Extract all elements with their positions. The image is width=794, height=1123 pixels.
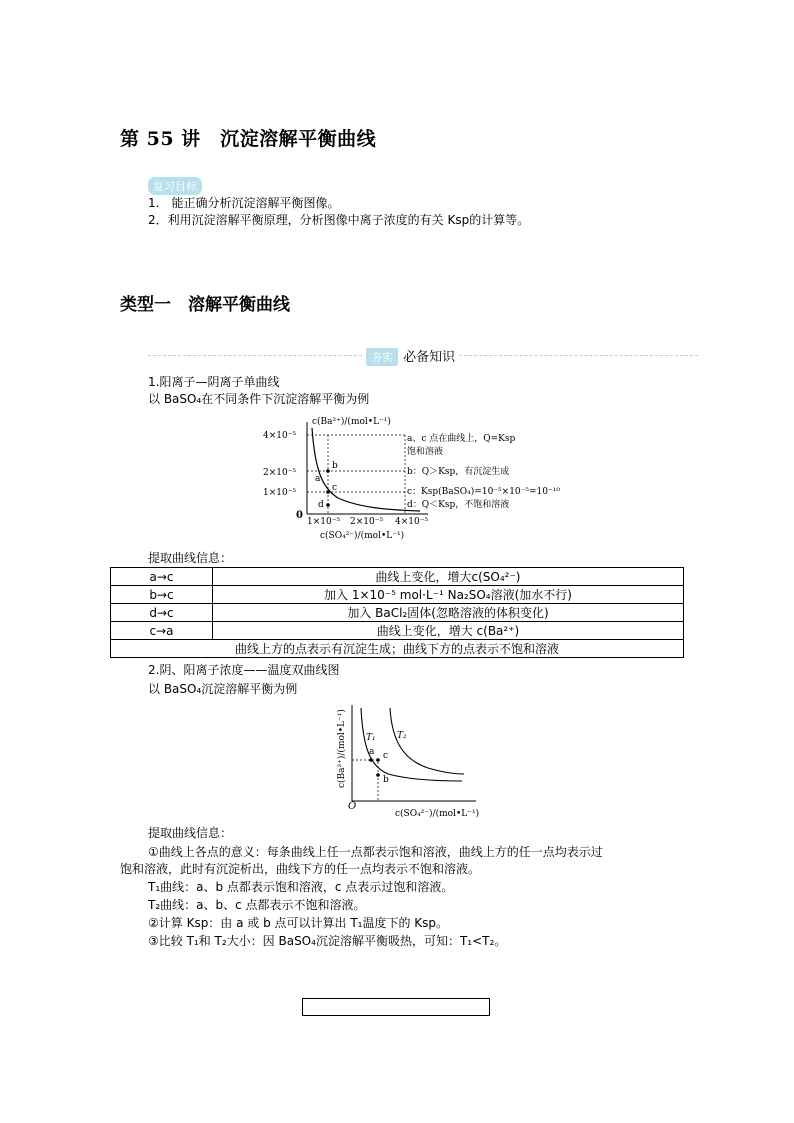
chart1-xtick-3: 4×10⁻⁵ [395, 517, 429, 527]
part2-caption: 提取曲线信息： [148, 826, 233, 840]
part2-line-5: ②计算 Ksp：由 a 或 b 点可以计算出 T₁温度下的 Ksp。 [148, 916, 449, 930]
chart2-label-a: a [369, 747, 375, 757]
chart2-x-label: c(SO₄²⁻)/(mol•L⁻¹) [395, 809, 480, 819]
part2-line-2: 饱和溶液，此时有沉淀析出，曲线下方的任一点均表示不饱和溶液。 [120, 862, 481, 876]
table-row [111, 622, 684, 640]
section-title: 类型一 溶解平衡曲线 [120, 295, 290, 315]
chart1-label-b: b [332, 461, 338, 471]
table-cell-key: a→c [111, 568, 213, 586]
single-curve-chart [260, 410, 560, 550]
table-cell-value: 曲线上变化，增大c(SO₄²⁻) [213, 568, 684, 586]
knowledge-tag: 夯实 [366, 348, 398, 366]
review-goal-tag [148, 175, 202, 195]
curve-info-table [110, 567, 684, 658]
table-row [111, 568, 684, 586]
table-footer-cell: 曲线上方的点表示有沉淀生成；曲线下方的点表示不饱和溶液 [111, 640, 684, 658]
table-cell-key: d→c [111, 604, 213, 622]
knowledge-header [362, 346, 459, 366]
chart1-ytick-1: 4×10⁻⁵ [263, 431, 297, 441]
part2-line-3: T₁曲线：a、b 点都表示饱和溶液，c 点表示过饱和溶液。 [148, 880, 454, 894]
table-cell-key: b→c [111, 586, 213, 604]
chart1-point-a [326, 469, 330, 473]
part2-line-6: ③比较 T₁和 T₂大小：因 BaSO₄沉淀溶解平衡吸热，可知：T₁<T₂。 [148, 934, 507, 948]
table-cell-value: 加入 BaCl₂固体(忽略溶液的体积变化) [213, 604, 684, 622]
chart2-point-b [376, 773, 380, 777]
chart1-label-c: c [332, 483, 338, 493]
chart1-y-label: c(Ba²⁺)/(mol•L⁻¹) [312, 417, 391, 427]
double-curve-chart [330, 700, 490, 822]
chart1-xtick-1: 1×10⁻⁵ [307, 517, 341, 527]
chart1-ytick-2: 2×10⁻⁵ [263, 468, 297, 478]
chart2-y-label: c(Ba²⁺)/(mol•L⁻¹) [337, 709, 347, 788]
table-cell-value: 加入 1×10⁻⁵ mol·L⁻¹ Na₂SO₄溶液(加水不行) [213, 586, 684, 604]
review-goal-label: 复习目标 [148, 177, 202, 195]
part1-intro: 以 BaSO₄在不同条件下沉淀溶解平衡为例 [148, 392, 370, 406]
footer-box [302, 998, 490, 1016]
chart1-point-d [326, 503, 330, 507]
chart1-origin: 0 [296, 510, 303, 521]
chart2-origin: O [348, 801, 357, 812]
part2-line-4: T₂曲线：a、b、c 点都表示不饱和溶液。 [148, 898, 366, 912]
chart2-label-t1: T₁ [366, 733, 376, 743]
table-row [111, 586, 684, 604]
chart2-curve-t2 [390, 708, 464, 774]
part2-line-1: ①曲线上各点的意义：每条曲线上任一点都表示饱和溶液，曲线上方的任一点均表示过 [148, 845, 603, 859]
chart2-point-c [376, 758, 380, 762]
part2-heading: 2.阴、阳离子浓度——温度双曲线图 [148, 663, 340, 677]
chart1-note-3: b：Q＞Ksp，有沉淀生成 [407, 467, 510, 477]
chart2-label-b: b [383, 775, 389, 785]
chart2-curve-t1 [361, 708, 462, 781]
table-caption: 提取曲线信息： [148, 551, 233, 565]
table-row [111, 604, 684, 622]
chart1-x-label: c(SO₄²⁻)/(mol•L⁻¹) [320, 531, 405, 541]
chart1-xtick-2: 2×10⁻⁵ [350, 517, 384, 527]
chart2-label-t2: T₂ [397, 731, 407, 741]
objective-2: 2．利用沉淀溶解平衡原理，分析图像中离子浓度的有关 Ksp的计算等。 [148, 213, 530, 227]
part2-intro: 以 BaSO₄沉淀溶解平衡为例 [148, 682, 298, 696]
chart1-note-4: c：Ksp(BaSO₄)=10⁻⁵×10⁻⁵=10⁻¹⁰ [407, 487, 560, 497]
chart2-label-c: c [383, 751, 389, 761]
chart1-note-2: 饱和溶液 [407, 447, 444, 457]
table-cell-value: 曲线上变化，增大 c(Ba²⁺) [213, 622, 684, 640]
chart1-ytick-3: 1×10⁻⁵ [263, 488, 297, 498]
chart1-note-1: a、c 点在曲线上，Q=Ksp [407, 434, 516, 444]
objective-1: 1. 能正确分析沉淀溶解平衡图像。 [148, 196, 340, 210]
part1-heading: 1.阳离子—阴离子单曲线 [148, 375, 280, 389]
table-footer-row [111, 640, 684, 658]
chart1-label-a: a [315, 474, 321, 484]
knowledge-label: 必备知识 [403, 350, 456, 365]
chart1-note-5: d：Q＜Ksp，不饱和溶液 [407, 500, 510, 510]
chart1-label-d: d [318, 500, 324, 510]
chart1-point-c [326, 490, 330, 494]
chart2-point-a [369, 758, 373, 762]
page-title: 第 55 讲 沉淀溶解平衡曲线 [120, 128, 377, 150]
table-cell-key: c→a [111, 622, 213, 640]
